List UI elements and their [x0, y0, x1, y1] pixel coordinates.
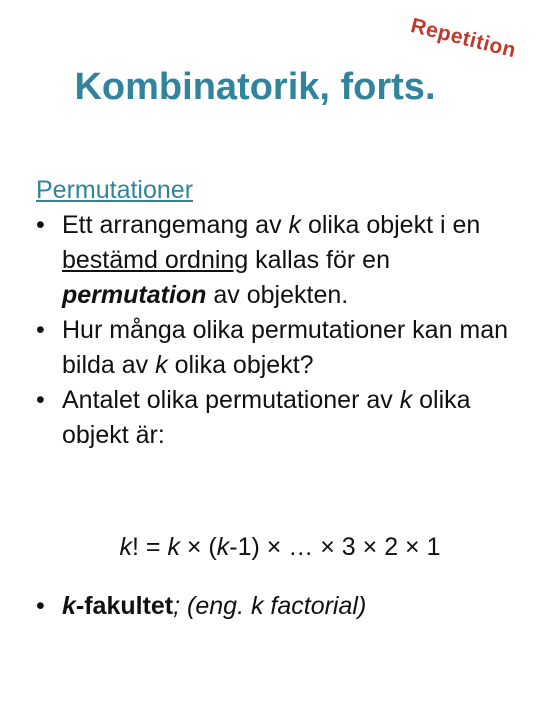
bullet-item [36, 313, 516, 383]
bullet-text: k-fakultet; (eng. k factorial) [62, 592, 367, 620]
bullet-item [36, 592, 366, 621]
underlined-phrase: bestämd ordning [62, 246, 249, 274]
section-heading: Permutationer [36, 176, 194, 204]
slide-title: Kombinatorik, forts. [74, 66, 436, 108]
bullet-text: Ett arrangemang av k olika objekt i en bestämd ordning kallas för en permutation av objekten. [62, 211, 481, 309]
slide-content [36, 173, 516, 453]
bullet-item [36, 208, 516, 313]
bullet-dot: • [36, 386, 45, 414]
factorial-formula: k! = k × (k-1) × … × 3 × 2 × 1 [119, 533, 441, 561]
bullet-text: Hur många olika permutationer kan man bilda av k olika objekt? [62, 316, 509, 379]
bullet-text: Antalet olika permutationer av k olika objekt är: [62, 386, 471, 449]
repetition-stamp: Repetition [408, 14, 519, 63]
term-permutation: permutation [62, 281, 207, 309]
bullet-dot: • [36, 316, 45, 344]
bullet-dot: • [36, 592, 45, 620]
bullet-item [36, 383, 516, 453]
bullet-dot: • [36, 211, 45, 239]
